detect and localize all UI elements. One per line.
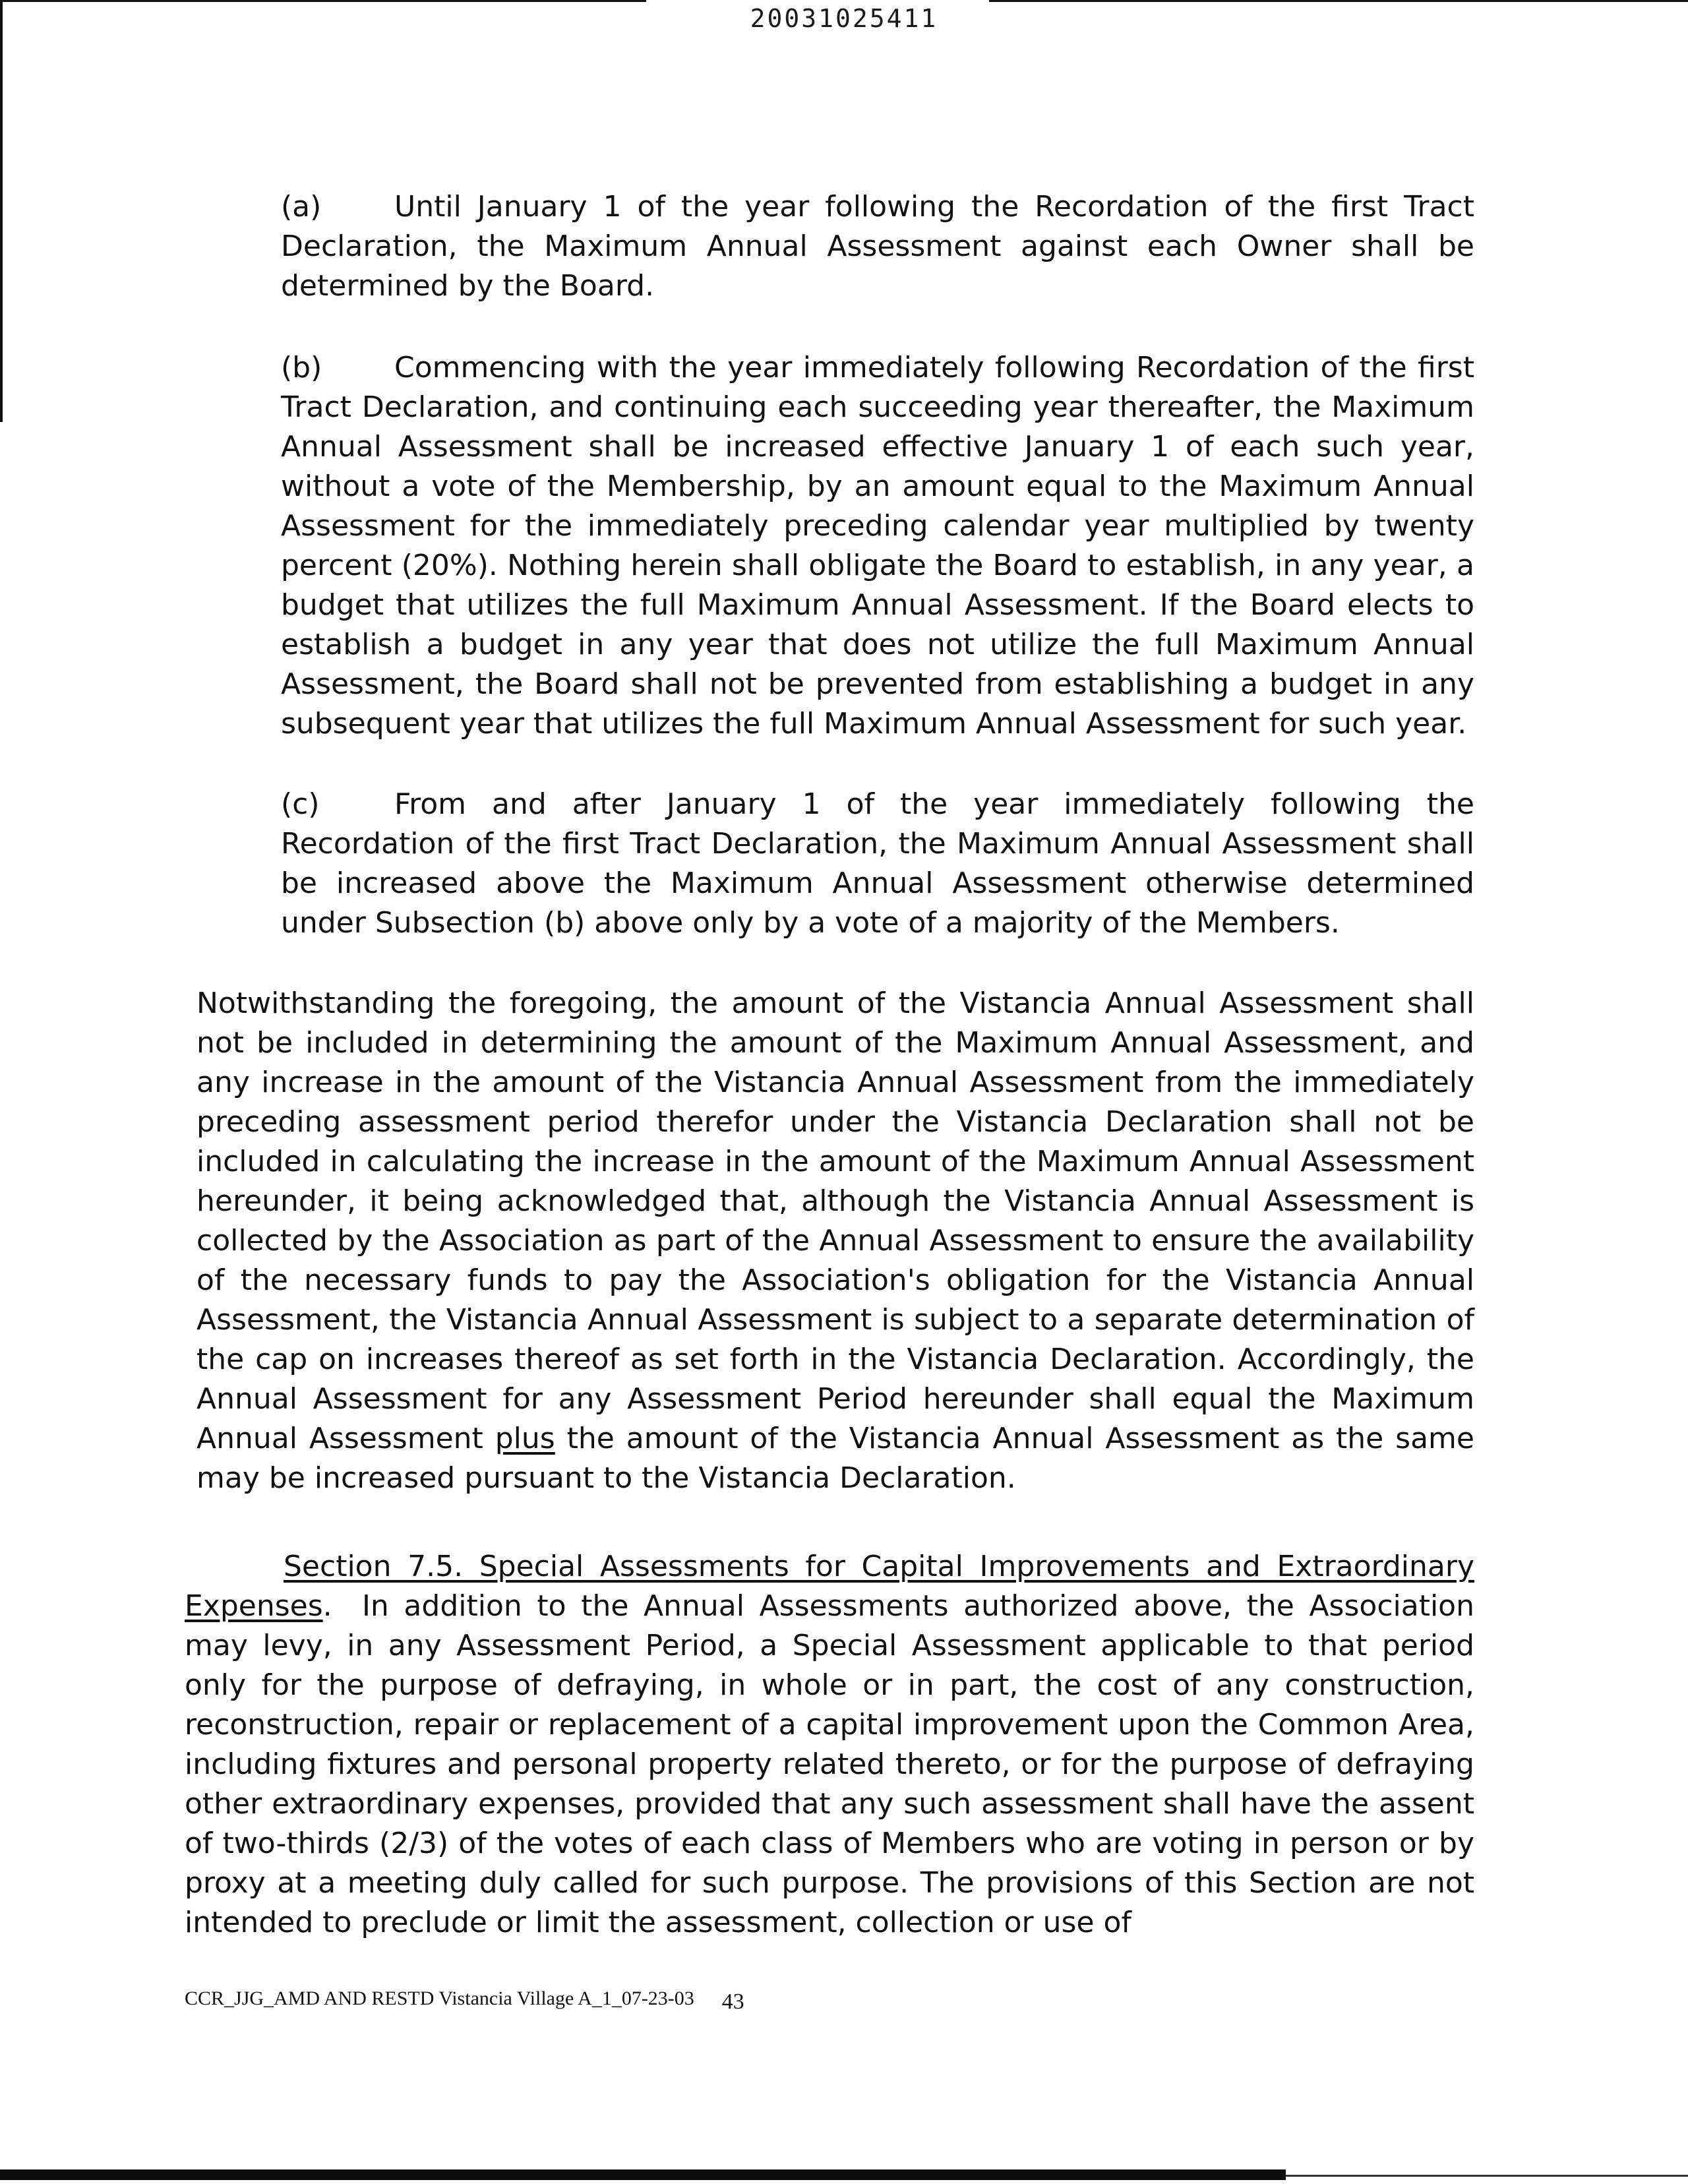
paragraph-b	[281, 348, 1474, 744]
paragraph-c	[281, 785, 1474, 943]
page-footer	[185, 1987, 744, 2015]
paragraph-c-text: From and after January 1 of the year immediately following the Recordation of the first Tract Declaration, the Maximum Annual Assessment shall be increased above the Maximum Annual Assessment otherwise determined under Subsection (b) above only by a vote of a majority of the Members.	[281, 787, 1474, 940]
paragraph-a-label: (a)	[281, 190, 322, 224]
scan-edge-top-right	[989, 0, 1688, 2]
section-7-5-paragraph	[185, 1547, 1474, 1943]
notwithstanding-text-after: the amount of the Vistancia Annual Assessment as the same may be increased pursuant to the Vistancia Declaration.	[196, 1422, 1474, 1495]
paragraph-b-text: Commencing with the year immediately following Recordation of the first Tract Declaration, and continuing each succeeding year thereafter, the Maximum Annual Assessment shall be increased effective January 1 of each such year, without a vote of the Membership, by an amount equal to the Maximum Annual Assessment for the immediately preceding calendar year multiplied by twenty percent (20%). Nothing herein shall obligate the Board to establish, in any year, a budget that utilizes the full Maximum Annual Assessment. If the Board elects to establish a budget in any year that does not utilize the full Maximum Annual Assessment, the Board shall not be prevented from establishing a budget in any subsequent year that utilizes the full Maximum Annual Assessment for such year.	[281, 351, 1474, 741]
scan-edge-top-left	[0, 0, 646, 2]
page-number: 43	[721, 1989, 744, 2014]
paragraph-a	[281, 187, 1474, 306]
paragraph-a-text: Until January 1 of the year following the Recordation of the first Tract Declaration, the Maximum Annual Assessment against each Owner shall be determined by the Board.	[281, 190, 1474, 303]
notwithstanding-text-before: Notwithstanding the foregoing, the amount of the Vistancia Annual Assessment shall not be included in determining the amount of the Maximum Annual Assessment, and any increase in the amount of the Vistancia Annual Assessment from the immediately preceding assessment period therefor under the Vistancia Declaration shall not be included in calculating the increase in the amount of the Maximum Annual Assessment hereunder, it being acknowledged that, although the Vistancia Annual Assessment is collected by the Association as part of the Annual Assessment to ensure the availability of the necessary funds to pay the Association's obligation for the Vistancia Annual Assessment, the Vistancia Annual Assessment is subject to a separate determination of the cap on increases thereof as set forth in the Vistancia Declaration. Accordingly, the Annual Assessment for any Assessment Period hereunder shall equal the Maximum Annual Assessment	[196, 986, 1474, 1455]
section-heading: Section 7.5. Special Assessments for Capital Improvements and Extraordinary Expenses	[185, 1550, 1474, 1623]
footer-file-ref: CCR_JJG_AMD AND RESTD Vistancia Village A_1_07-23-03	[185, 1987, 694, 2009]
paragraph-c-label: (c)	[281, 787, 320, 821]
scan-edge-bottom	[0, 2169, 1286, 2180]
section-text: In addition to the Annual Assessments authorized above, the Association may levy, in any Assessment Period, a Special Assessment applicable to that period only for the purpose of defraying, in whole or in part, the cost of any construction, reconstruction, repair or replacement of a capital improvement upon the Common Area, including fixtures and personal property related thereto, or for the purpose of defraying other extraordinary expenses, provided that any such assessment shall have the assent of two-thirds (2/3) of the votes of each class of Members who are voting in person or by proxy at a meeting duly called for such purpose. The provisions of this Section are not intended to preclude or limit the assessment, collection or use of	[185, 1589, 1474, 1939]
notwithstanding-paragraph	[196, 984, 1474, 1498]
document-number: 20031025411	[750, 4, 938, 33]
paragraph-b-label: (b)	[281, 351, 322, 384]
scan-edge-bottom-thin	[1286, 2175, 1688, 2177]
section-heading-end: .	[322, 1589, 332, 1623]
scan-edge-left	[0, 0, 3, 422]
plus-underlined: plus	[495, 1422, 555, 1455]
